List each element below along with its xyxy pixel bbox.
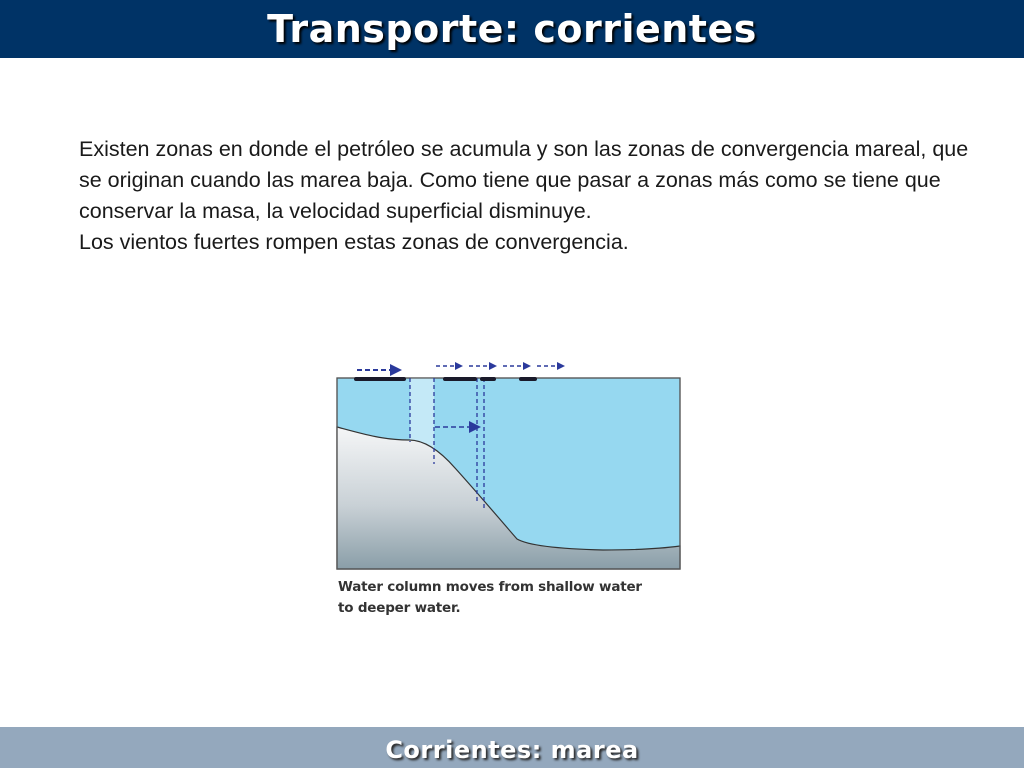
footer-bar	[0, 727, 1024, 768]
paragraph-1: Existen zonas en donde el petróleo se acumula y son las zonas de convergencia mareal, que se originan cuando las marea baja. Como tiene que pasar a zonas más como se tiene que conservar la masa, la velocidad superficial disminuye.	[79, 137, 969, 223]
title-bar	[0, 0, 1024, 58]
slide-title: Transporte: corrientes	[267, 7, 757, 51]
water-column-diagram	[333, 356, 685, 576]
paragraph-2: Los vientos fuertes rompen estas zonas de convergencia.	[79, 230, 629, 254]
body-text	[79, 134, 979, 258]
oil-slick	[443, 377, 477, 381]
oil-slick	[480, 377, 496, 381]
convergence-column	[410, 378, 434, 448]
figure-caption	[338, 577, 678, 619]
oil-slick	[354, 377, 406, 381]
footer-label: Corrientes: marea	[385, 735, 639, 764]
oil-slick	[519, 377, 537, 381]
caption-line-1: Water column moves from shallow water	[338, 579, 642, 595]
caption-line-2: to deeper water.	[338, 600, 461, 616]
water-column-figure	[333, 356, 685, 624]
